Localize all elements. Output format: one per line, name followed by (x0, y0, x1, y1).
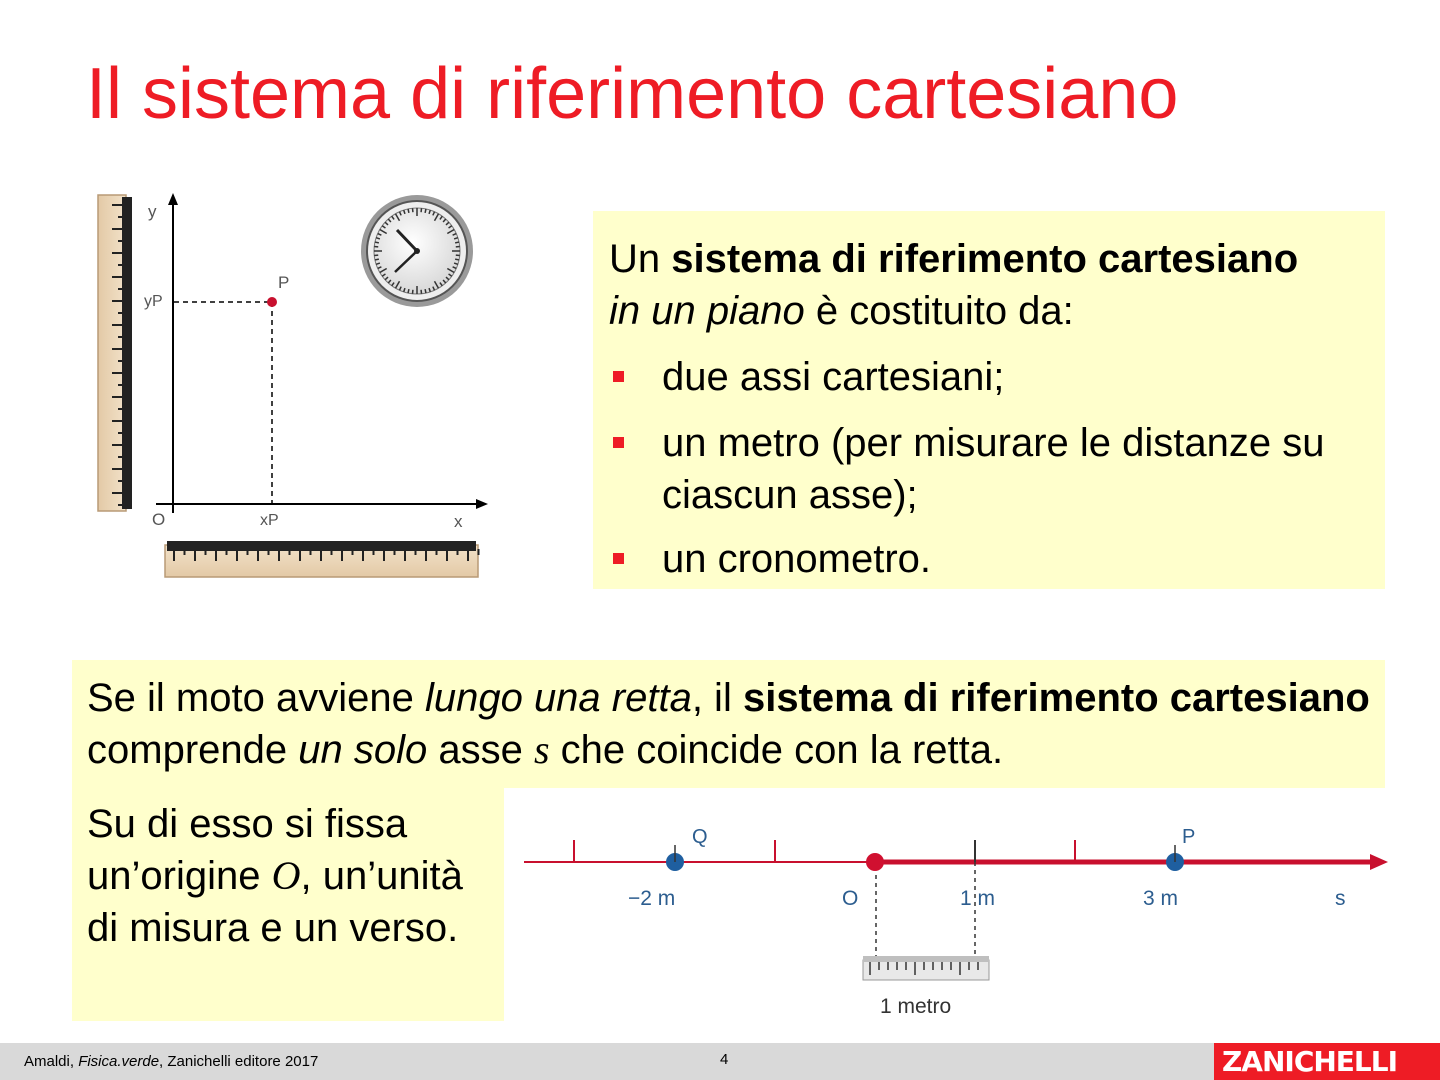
ruler-label: 1 metro (880, 995, 952, 1018)
publisher-logo: ZANICHELLI (1214, 1043, 1440, 1080)
page-title: Il sistema di riferimento cartesiano (86, 54, 1179, 134)
axis-y-label: y (148, 202, 157, 221)
ruler-tick (425, 209, 426, 213)
horizontal-ruler (165, 541, 479, 577)
clock-icon (361, 195, 473, 307)
line-motion-text: Se il moto avviene lungo una retta, il sistema di riferimento cartesiano comprende un solo asse s che coincide con la retta. (87, 676, 1370, 772)
footer-credit: Amaldi, Fisica.verde, Zanichelli editore 2017 (24, 1053, 319, 1070)
origin-box (72, 788, 504, 1021)
bullet-square-icon (613, 553, 624, 564)
origin-label: O (152, 510, 166, 529)
cartesian-plane-figure (90, 185, 500, 595)
vertical-ruler (98, 195, 132, 511)
ruler-tick (375, 242, 379, 243)
ruler-tick (425, 289, 426, 293)
line-motion-box (72, 660, 1385, 788)
axis-x-label: x (454, 512, 463, 531)
axis-s-label: s (1335, 887, 1346, 910)
ruler-tick (408, 209, 409, 213)
footer (0, 1043, 1440, 1080)
x-coordinate-label: xP (260, 512, 279, 529)
tick-label: 1 m (960, 887, 996, 910)
bullet-square-icon (613, 437, 624, 448)
ruler-tick (408, 289, 409, 293)
ruler-tick (455, 242, 459, 243)
definition-text: Un sistema di riferimento cartesiano in un piano è costituito da: (609, 237, 1299, 333)
bullet-square-icon (613, 371, 624, 382)
meter-ruler (863, 956, 989, 980)
ruler-tick (375, 259, 379, 260)
origin-text: Su di esso si fissa un’origine O, un’unità di misura e un verso. (87, 802, 463, 950)
point-p (267, 297, 277, 307)
tick-label: −2 m (628, 887, 676, 910)
origin-point (866, 853, 884, 871)
ruler-tick (455, 259, 459, 260)
y-coordinate-label: yP (144, 293, 163, 310)
point-q-label: Q (692, 826, 708, 848)
number-line-figure (520, 815, 1390, 1025)
tick-label: 3 m (1143, 887, 1179, 910)
tick-label: O (842, 887, 859, 910)
point-p-label: P (278, 273, 290, 292)
definition-box: Un sistema di riferimento cartesiano in un piano è costituito da: due assi cartesiani; un metro (per misurare le distanze su ciascun asse); un cronometro. (593, 211, 1385, 589)
page-number: 4 (720, 1051, 729, 1068)
point-p-label: P (1182, 826, 1196, 848)
